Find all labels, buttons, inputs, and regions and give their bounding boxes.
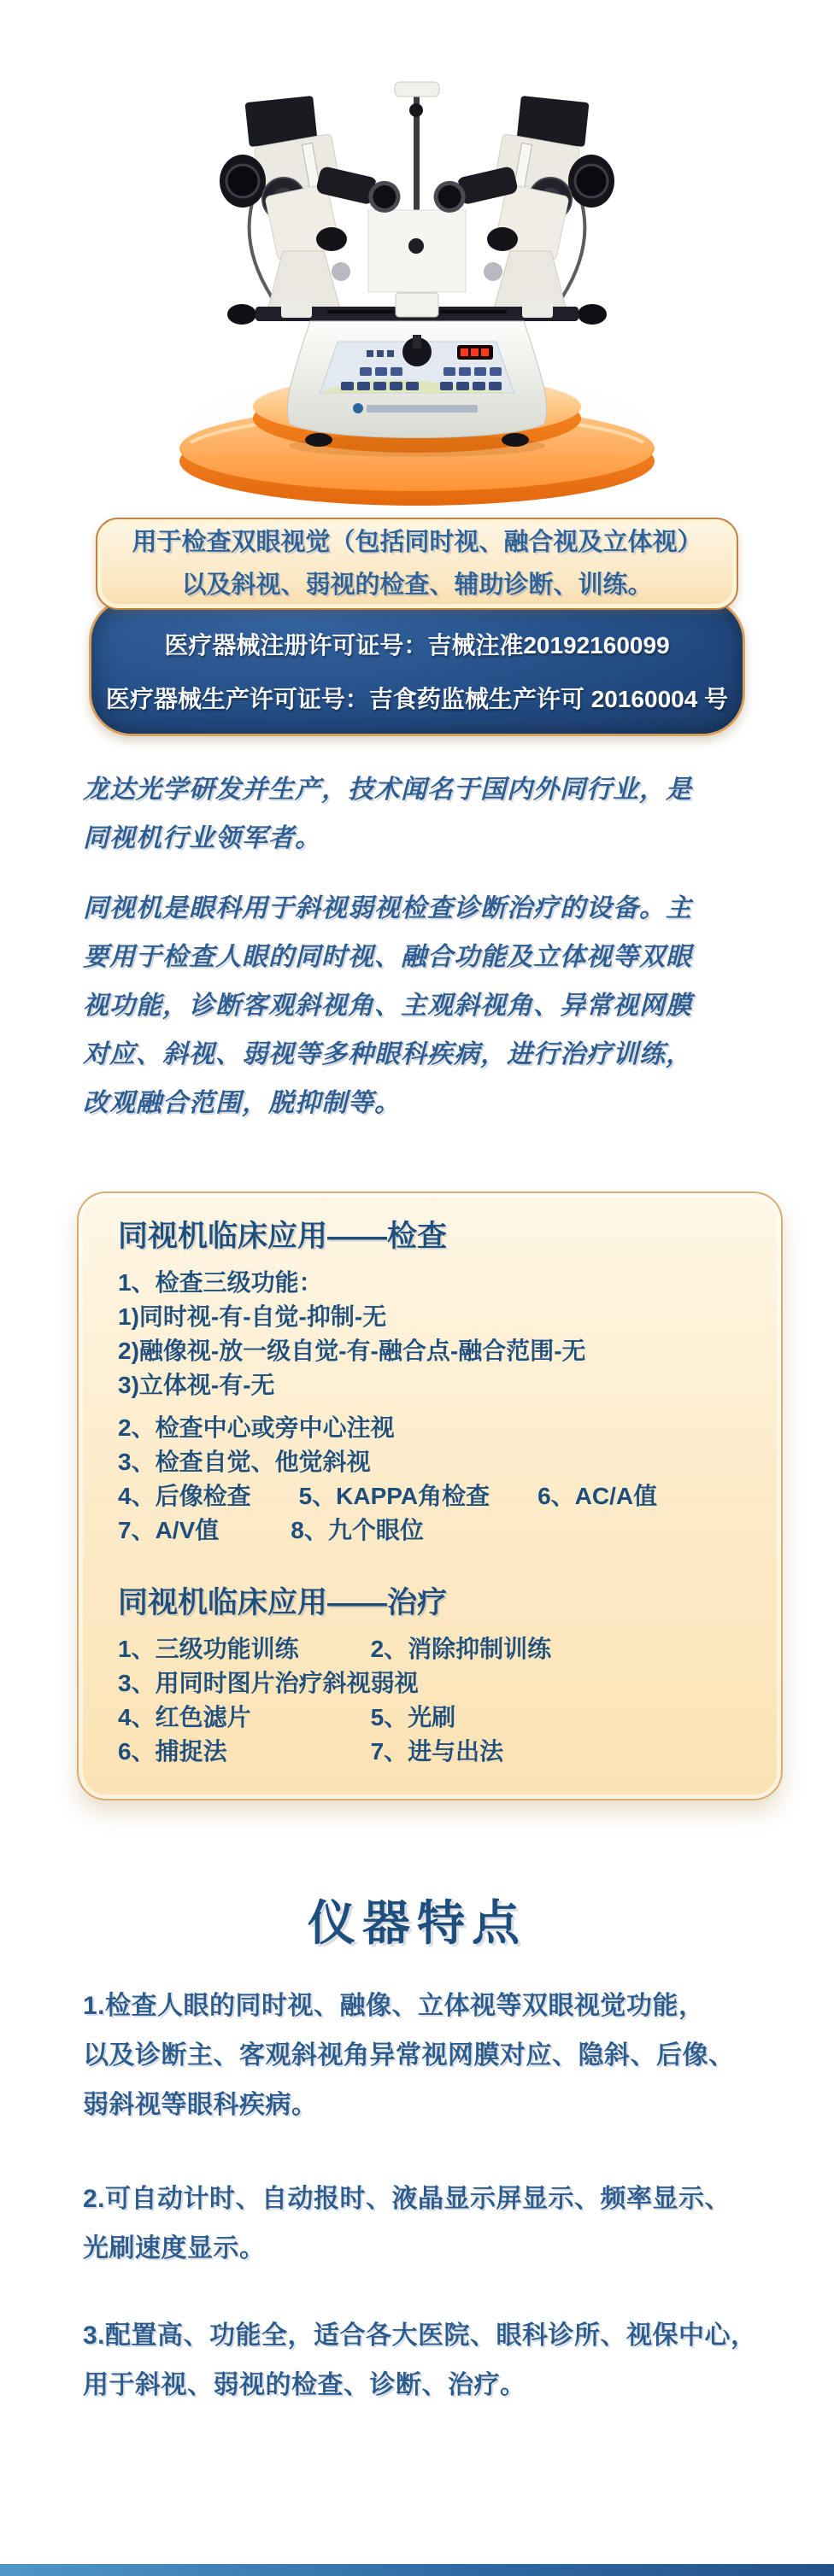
- treatment-section-title: 同视机临床应用——治疗: [118, 1586, 448, 1619]
- license-card: [89, 598, 745, 736]
- exam-item-1: 1、检查三级功能：: [118, 1269, 323, 1296]
- product-photo-synoptophore: [114, 22, 720, 513]
- about-p2-line-5: 改观融合范围，脱抑制等。: [83, 1089, 401, 1117]
- clinical-applications-box: [77, 1191, 783, 1800]
- about-p2-line-2: 要用于检查人眼的同时视、融合功能及立体视等双眼: [83, 943, 692, 971]
- feature-paragraph-1: [83, 1982, 766, 2130]
- about-section: [83, 765, 766, 1149]
- feature-2-line-2: 光刷速度显示。: [83, 2234, 266, 2263]
- exam-item-2: 1)同时视-有-自觉-抑制-无: [118, 1303, 387, 1330]
- feature-1-line-3: 弱斜视等眼科疾病。: [83, 2091, 318, 2119]
- about-p2-line-3: 视功能，诊断客观斜视角、主观斜视角、异常视网膜: [83, 992, 692, 1020]
- treatment-item-3: 4、红色滤片 5、光刷: [118, 1704, 456, 1730]
- exam-item-7: 4、后像检查 5、KAPPA角检查 6、AC/A值: [118, 1483, 658, 1509]
- license-line-1: 医疗器械注册许可证号：吉械注准20192160099: [164, 632, 670, 659]
- feature-paragraph-3: [83, 2311, 766, 2410]
- exam-item-6: 3、检查自觉、他觉斜视: [118, 1449, 371, 1475]
- about-p1-line-1: 龙达光学研发并生产，技术闻名于国内外同行业，是: [83, 776, 692, 804]
- about-p1-line-2: 同视机行业领军者。: [83, 824, 321, 852]
- feature-paragraph-2: [83, 2175, 766, 2274]
- feature-2-line-1: 2.可自动计时、自动报时、液晶显示屏显示、频率显示、: [83, 2185, 731, 2213]
- intro-line-1: 用于检查双眼视觉（包括同时视、融合视及立体视）: [132, 529, 702, 556]
- features-heading: 仪器特点: [308, 1896, 526, 1950]
- feature-3-line-1: 3.配置高、功能全，适合各大医院、眼科诊所、视保中心，: [83, 2321, 757, 2350]
- treatment-item-list: [118, 1632, 743, 1769]
- exam-item-8: 7、A/V值 8、九个眼位: [118, 1517, 424, 1543]
- feature-1-line-2: 以及诊断主、客观斜视角异常视网膜对应、隐斜、后像、: [83, 2041, 735, 2070]
- exam-section-title: 同视机临床应用——检查: [118, 1220, 448, 1253]
- features-section: [83, 1982, 766, 2410]
- exam-item-5: 2、检查中心或旁中心注视: [118, 1414, 395, 1441]
- exam-item-list: [118, 1266, 743, 1548]
- treatment-item-2: 3、用同时图片治疗斜视弱视: [118, 1670, 419, 1696]
- license-line-2: 医疗器械生产许可证号：吉食药监械生产许可 20160004 号: [105, 686, 729, 712]
- treatment-item-4: 6、捕捉法 7、进与出法: [118, 1738, 504, 1765]
- exam-item-4: 3)立体视-有-无: [118, 1372, 275, 1398]
- about-p2-line-4: 对应、斜视、弱视等多种眼科疾病，进行治疗训练，: [83, 1040, 692, 1068]
- intro-line-2: 以及斜视、弱视的检查、辅助诊断、训练。: [181, 571, 653, 599]
- feature-1-line-1: 1.检查人眼的同时视、融像、立体视等双眼视觉功能，: [83, 1992, 705, 2020]
- intro-usage-card: [96, 518, 738, 610]
- bottom-accent-bar: [0, 2564, 834, 2576]
- treatment-item-1: 1、三级功能训练 2、消除抑制训练: [118, 1636, 552, 1662]
- feature-3-line-2: 用于斜视、弱视的检查、诊断、治疗。: [83, 2371, 526, 2399]
- base-control-panel: [287, 321, 546, 447]
- about-p2-line-1: 同视机是眼科用于斜视弱视检查诊断治疗的设备。主: [83, 894, 692, 922]
- about-paragraph-company: [83, 765, 766, 863]
- exam-item-3: 2)融像视-放一级自觉-有-融合点-融合范围-无: [118, 1338, 586, 1364]
- about-paragraph-device: [83, 884, 766, 1127]
